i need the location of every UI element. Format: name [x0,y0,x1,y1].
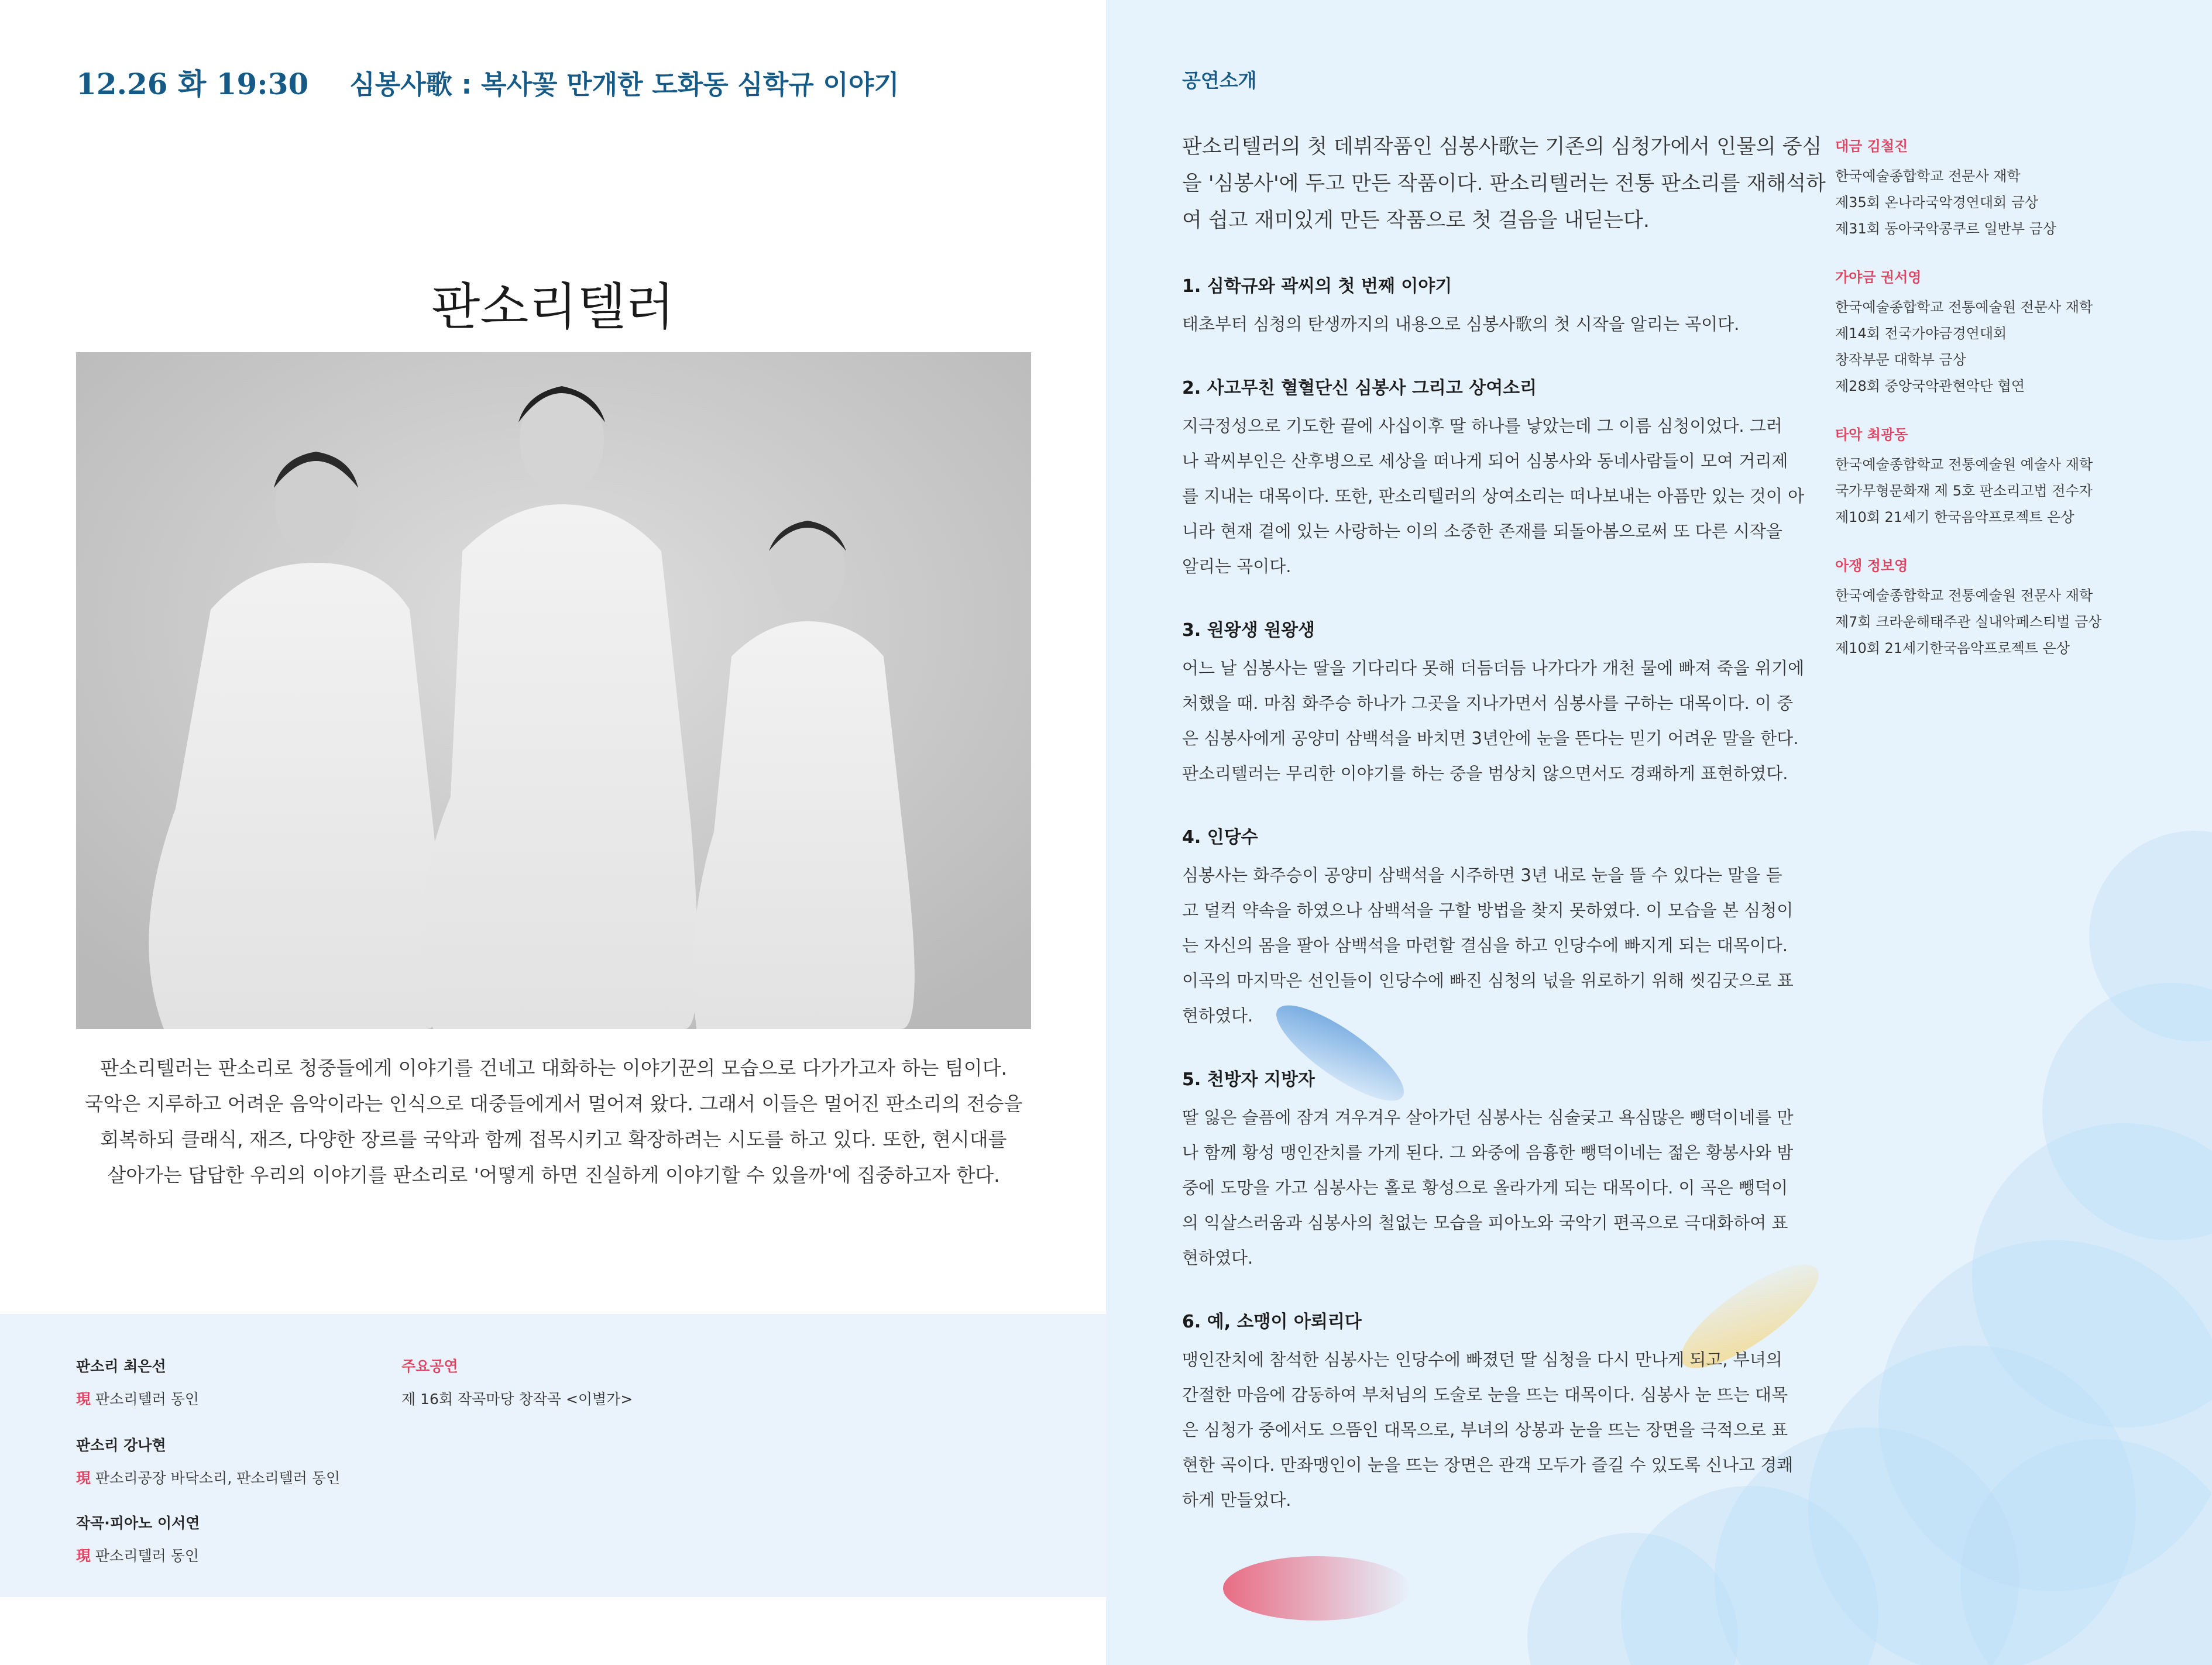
song-text: 중에 도망을 가고 심봉사는 홀로 황성으로 올라가게 되는 대목이다. 이 곡은 뺑덕이 [1182,1178,1788,1198]
major-performances [401,1355,633,1409]
song-text: 지극정성으로 기도한 끝에 사십이후 딸 하나를 낳았는데 그 이름 심청이었다. 그러 [1182,416,1782,436]
song-text: 어느 날 심봉사는 딸을 기다리다 못해 더듬더듬 나가다가 개천 물에 빠져 죽을 위기에 [1182,658,1805,678]
song-text: 나 곽씨부인은 산후병으로 세상을 떠나게 되어 심봉사와 동네사람들이 모여 거리제 [1182,451,1788,471]
member-desc-text: 판소리텔러 동인 [95,1391,200,1408]
right-page [1106,0,2212,1665]
song-text: 현한 곡이다. 만좌맹인이 눈을 뜨는 장면은 관객 모두가 즐길 수 있도록 신나고 경쾌 [1182,1455,1794,1475]
now-badge: 現 [76,1470,91,1487]
song-title: 6. 예, 소맹이 아뢰리다 [1182,1312,1362,1332]
song-title: 3. 원왕생 원왕생 [1182,620,1315,641]
team-name: 판소리텔러 [431,278,675,336]
now-badge: 現 [76,1391,91,1408]
lead-line: 여 쉽고 재미있게 만든 작품으로 첫 걸음을 내딛는다. [1182,209,1650,232]
intro-line: 회복하되 클래식, 재즈, 다양한 장르를 국악과 함께 접목시키고 확장하려는 시도를 하고 있다. 또한, 현시대를 [100,1128,1007,1151]
member-desc [76,1544,200,1566]
profile-name: 아쟁 정보영 [1835,558,1908,574]
profile-item: 제7회 크라운해태주관 실내악페스티벌 금상 [1835,614,2102,630]
song-text: 이곡의 마지막은 선인들이 인당수에 빠진 심청의 넋을 위로하기 위해 씻김굿으로 표 [1182,971,1794,990]
member-role: 판소리 강나현 [76,1437,166,1454]
song-text: 딸 잃은 슬픔에 잠겨 겨우겨우 살아가던 심봉사는 심술궂고 욕심많은 뺑덕이네를 만 [1182,1107,1794,1127]
song-text: 간절한 마음에 감동하여 부처님의 도술로 눈을 뜨는 대목이다. 심봉사 눈 뜨는 대목 [1182,1385,1788,1405]
song-title: 2. 사고무친 혈혈단신 심봉사 그리고 상여소리 [1182,378,1537,398]
member-desc [76,1467,340,1488]
song-text: 의 익살스러움과 심봉사의 철없는 모습을 피아노와 국악기 편곡으로 극대화하여 표 [1182,1213,1788,1233]
member-kang [76,1434,340,1488]
intro-line: 살아가는 답답한 우리의 이야기를 판소리로 '어떻게 하면 진실하게 이야기할 수 있을까'에 집중하고자 한다. [107,1164,1000,1186]
team-intro [70,1050,1037,1193]
member-choi [76,1355,199,1409]
song-title: 1. 심학규와 곽씨의 첫 번째 이야기 [1182,276,1452,297]
song-item [1182,1309,1826,1518]
profile-item: 한국예술종합학교 전통예술원 전문사 재학 [1835,587,2093,604]
profile-item: 제14회 전국가야금경연대회 [1835,325,2007,342]
profile-item: 한국예술종합학교 전통예술원 예술사 재학 [1835,456,2093,473]
lead-line: 판소리텔러의 첫 데뷔작품인 심봉사歌는 기존의 심청가에서 인물의 중심 [1182,135,1822,159]
song-item [1182,1067,1826,1275]
profile-item: 창작부문 대학부 금상 [1835,352,1966,368]
song-text: 현하였다. [1182,1006,1253,1026]
team-photo-illustration [76,352,1031,1029]
profile-item: 제10회 21세기한국음악프로젝트 은상 [1835,640,2070,656]
profile-item: 한국예술종합학교 전문사 재학 [1835,168,2021,184]
major-label: 주요공연 [401,1358,458,1375]
profile-percussion [1835,423,2186,531]
profile-item: 제28회 중앙국악관현악단 협연 [1835,378,2025,394]
song-text: 를 지내는 대목이다. 또한, 판소리텔러의 상여소리는 떠나보내는 아픔만 있는 것이 아 [1182,486,1805,506]
profile-gayageum [1835,266,2186,400]
song-item [1182,274,1826,342]
song-text: 현하였다. [1182,1248,1253,1268]
song-text: 심봉사는 화주승이 공양미 삼백석을 시주하면 3년 내로 눈을 뜰 수 있다는 말을 듣 [1182,865,1782,885]
performance-header [76,59,899,105]
song-text: 고 덜컥 약속을 하였으나 삼백석을 구할 방법을 찾지 못하였다. 이 모습을 본 심청이 [1182,900,1794,920]
song-text: 나 함께 황성 맹인잔치를 가게 된다. 그 와중에 음흉한 뺑덕이네는 젊은 황봉사와 밤 [1182,1143,1794,1162]
member-desc-text: 판소리텔러 동인 [95,1547,200,1564]
profile-item: 제10회 21세기 한국음악프로젝트 은상 [1835,509,2074,525]
song-list [1182,274,1826,1552]
song-title: 4. 인당수 [1182,827,1258,848]
song-text: 하게 만들었다. [1182,1490,1292,1510]
song-text: 맹인잔치에 참석한 심봉사는 인당수에 빠졌던 딸 심청을 다시 만나게 되고, 부녀의 [1182,1350,1782,1370]
section-lead [1182,129,1826,239]
profile-item: 제35회 온나라국악경연대회 금상 [1835,194,2039,211]
member-role: 작곡·피아노 이서연 [76,1515,200,1532]
profile-item: 제31회 동아국악콩쿠르 일반부 금상 [1835,221,2057,237]
lead-line: 을 '심봉사'에 두고 만든 작품이다. 판소리텔러는 전통 판소리를 재해석하 [1182,172,1826,195]
member-lee [76,1512,200,1566]
performance-title: 심봉사歌 : 복사꽃 만개한 도화동 심학규 이야기 [349,68,899,100]
section-heading: 공연소개 [1182,69,1257,92]
song-title: 5. 천방자 지방자 [1182,1069,1315,1090]
song-text: 은 심청가 중에서도 으뜸인 대목으로, 부녀의 상봉과 눈을 뜨는 장면을 극적으로 표 [1182,1420,1788,1440]
member-desc-text: 판소리공장 바닥소리, 판소리텔러 동인 [95,1470,341,1487]
song-item [1182,376,1826,584]
member-role: 판소리 최은선 [76,1358,166,1375]
profile-name: 타악 최광동 [1835,426,1908,443]
intro-line: 국악은 지루하고 어려운 음악이라는 인식으로 대중들에게서 멀어져 왔다. 그래서 이들은 멀어진 판소리의 전승을 [84,1092,1023,1115]
profile-item: 국가무형문화재 제 5호 판소리고법 전수자 [1835,483,2093,499]
performer-profiles [1835,135,2186,685]
song-text: 는 자신의 몸을 팔아 삼백석을 마련할 결심을 하고 인당수에 빠지게 되는 대목이다. [1182,935,1788,955]
song-text: 니라 현재 곁에 있는 사랑하는 이의 소중한 존재를 되돌아봄으로써 또 다른 시작을 [1182,521,1782,541]
profile-daegeum [1835,135,2186,242]
profile-name: 가야금 권서영 [1835,269,1922,285]
member-desc [76,1388,199,1409]
intro-line: 판소리텔러는 판소리로 청중들에게 이야기를 건네고 대화하는 이야기꾼의 모습으로 다가가고자 하는 팀이다. [100,1057,1007,1079]
song-item [1182,825,1826,1033]
song-text: 알리는 곡이다. [1182,556,1292,576]
team-photo [76,352,1031,1029]
profile-item: 한국예술종합학교 전통예술원 전문사 재학 [1835,299,2093,315]
profile-name: 대금 김철진 [1835,138,1908,154]
profile-ajaeng [1835,554,2186,662]
members-panel [0,1314,1106,1597]
major-item: 제 16회 작곡마당 창작곡 <이별가> [401,1391,633,1408]
song-text: 처했을 때. 마침 화주승 하나가 그곳을 지나가면서 심봉사를 구하는 대목이다. 이 중 [1182,693,1794,713]
now-badge: 現 [76,1547,91,1564]
song-text: 판소리텔러는 무리한 이야기를 하는 중을 범상치 않으면서도 경쾌하게 표현하였다. [1182,763,1788,783]
performance-date: 12.26 화 19:30 [76,67,309,101]
song-item [1182,618,1826,791]
song-text: 태초부터 심청의 탄생까지의 내용으로 심봉사歌의 첫 시작을 알리는 곡이다. [1182,314,1740,334]
song-text: 은 심봉사에게 공양미 삼백석을 바치면 3년안에 눈을 뜬다는 믿기 어려운 말을 한다. [1182,728,1799,748]
